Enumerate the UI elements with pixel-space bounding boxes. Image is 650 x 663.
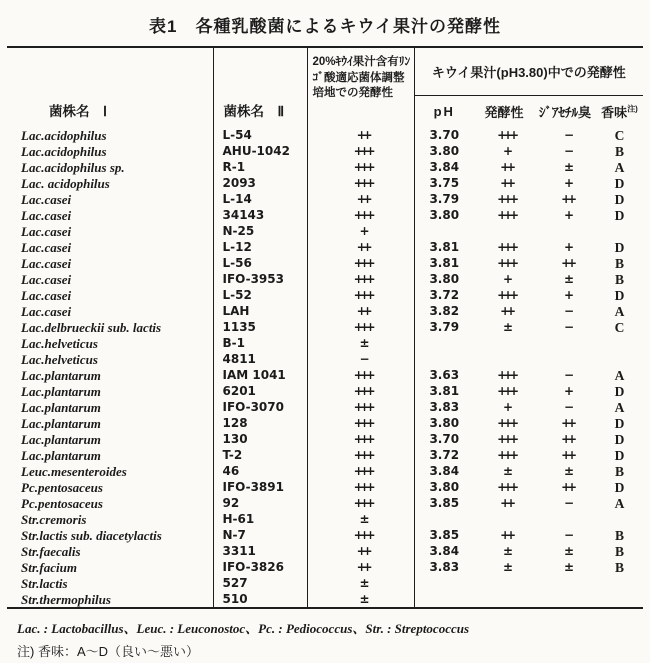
- medium-fermentability: ++: [307, 127, 414, 143]
- diacetyl-odor: ++: [561, 255, 574, 270]
- kiwi-fermentability: +++: [497, 367, 515, 382]
- table-row: [7, 335, 643, 351]
- ph-value: 3.85: [429, 527, 460, 542]
- strain-code: 510: [213, 591, 307, 608]
- table-row: [7, 255, 643, 271]
- medium-fermentability: ++: [307, 191, 414, 207]
- strain-name: Str.lactis: [7, 575, 213, 591]
- table-row: [7, 175, 643, 191]
- abbreviation-note: Lac. : Lactobacillus、Leuc. : Leuconostoc、Pc. : Pediococcus、Str. : Streptococcus: [17, 621, 470, 636]
- kiwi-fermentability: +: [503, 271, 510, 286]
- ph-value: 3.79: [429, 319, 460, 334]
- kiwi-fermentability: +++: [497, 191, 515, 206]
- diacetyl-odor: −: [564, 143, 571, 158]
- diacetyl-odor: ++: [561, 431, 574, 446]
- table-row: [7, 127, 643, 143]
- table-row: [7, 303, 643, 319]
- diacetyl-odor: −: [564, 399, 571, 414]
- strain-code: IAM 1041: [213, 367, 307, 383]
- strain-code: 3311: [213, 543, 307, 559]
- kiwi-fermentability: [474, 591, 534, 608]
- ph-value: 3.70: [429, 431, 460, 446]
- kiwi-fermentability: ++: [500, 495, 513, 510]
- kiwi-fermentability: [474, 351, 534, 367]
- medium-fermentability: ±: [307, 511, 414, 527]
- diacetyl-odor: ++: [561, 447, 574, 462]
- kiwi-fermentability: +++: [497, 207, 515, 222]
- strain-code: R-1: [213, 159, 307, 175]
- kiwi-fermentability: [474, 223, 534, 239]
- medium-fermentability: +++: [307, 271, 414, 287]
- diacetyl-odor: ±: [564, 543, 571, 558]
- flavor-grade: C: [614, 319, 625, 335]
- medium-fermentability: +++: [307, 415, 414, 431]
- strain-code: AHU-1042: [213, 143, 307, 159]
- diacetyl-odor: −: [564, 527, 571, 542]
- table-row: [7, 383, 643, 399]
- diacetyl-odor: −: [564, 367, 571, 382]
- ph-value: 3.81: [429, 255, 460, 270]
- strain-name: Lac.casei: [7, 239, 213, 255]
- medium-fermentability: +++: [307, 463, 414, 479]
- diacetyl-odor: ±: [564, 159, 571, 174]
- medium-fermentability: +++: [307, 143, 414, 159]
- medium-fermentability: +: [307, 223, 414, 239]
- flavor-scale-note: 注) 香味：A～D（良い～悪い）: [17, 644, 200, 659]
- diacetyl-odor: [534, 591, 596, 608]
- table-row: [7, 431, 643, 447]
- ph-value: 3.84: [429, 543, 460, 558]
- flavor-grade: A: [614, 303, 625, 319]
- strain-code: 130: [213, 431, 307, 447]
- table-row: [7, 223, 643, 239]
- strain-name: Lac.casei: [7, 287, 213, 303]
- kiwi-fermentability: ±: [503, 463, 510, 478]
- diacetyl-odor: [534, 335, 596, 351]
- strain-code: T-2: [213, 447, 307, 463]
- column-header-strain-name-2: 菌株名 Ⅱ: [213, 47, 307, 127]
- strain-code: 1135: [213, 319, 307, 335]
- flavor-grade: [596, 351, 643, 367]
- flavor-grade: [596, 335, 643, 351]
- medium-fermentability: +++: [307, 383, 414, 399]
- strain-code: 527: [213, 575, 307, 591]
- strain-code: N-25: [213, 223, 307, 239]
- strain-name: Lac.acidophilus sp.: [7, 159, 213, 175]
- medium-fermentability: −: [307, 351, 414, 367]
- ph-value: 3.84: [429, 159, 460, 174]
- diacetyl-odor: +: [564, 287, 571, 302]
- medium-fermentability: ++: [307, 559, 414, 575]
- flavor-grade: A: [614, 495, 625, 511]
- table-row: [7, 591, 643, 608]
- diacetyl-odor: −: [564, 319, 571, 334]
- flavor-grade: B: [615, 543, 625, 559]
- strain-name: Lac.delbrueckii sub. lactis: [7, 319, 213, 335]
- ph-value: 3.80: [429, 143, 460, 158]
- medium-fermentability: ±: [307, 335, 414, 351]
- ph-value: 3.83: [429, 559, 460, 574]
- flavor-grade: B: [615, 527, 625, 543]
- diacetyl-odor: [534, 223, 596, 239]
- flavor-grade: D: [614, 383, 625, 399]
- medium-fermentability: +++: [307, 175, 414, 191]
- table-title: 表1 各種乳酸菌によるキウイ果汁の発酵性: [149, 17, 501, 36]
- ph-value: 3.82: [429, 303, 460, 318]
- strain-code: IFO-3070: [213, 399, 307, 415]
- diacetyl-odor: +: [564, 239, 571, 254]
- flavor-grade: B: [615, 143, 625, 159]
- strain-code: IFO-3826: [213, 559, 307, 575]
- strain-code: 128: [213, 415, 307, 431]
- ph-value: 3.75: [429, 175, 460, 190]
- ph-value: 3.85: [429, 495, 460, 510]
- strain-name: Lac.plantarum: [7, 383, 213, 399]
- diacetyl-odor: ±: [564, 559, 571, 574]
- kiwi-fermentability: ±: [503, 559, 510, 574]
- strain-name: Lac.helveticus: [7, 335, 213, 351]
- strain-name: Str.cremoris: [7, 511, 213, 527]
- kiwi-fermentability: ++: [500, 175, 513, 190]
- kiwi-fermentability: ++: [500, 527, 513, 542]
- flavor-grade: [596, 575, 643, 591]
- kiwi-fermentability: +++: [497, 239, 515, 254]
- strain-code: L-12: [213, 239, 307, 255]
- kiwi-fermentability: +++: [497, 479, 515, 494]
- table-row: [7, 559, 643, 575]
- fermentation-table: [7, 46, 643, 609]
- strain-name: Lac.plantarum: [7, 447, 213, 463]
- strain-code: H-61: [213, 511, 307, 527]
- strain-name: Lac.plantarum: [7, 431, 213, 447]
- kiwi-fermentability: [474, 575, 534, 591]
- strain-name: Lac.plantarum: [7, 415, 213, 431]
- diacetyl-odor: ++: [561, 415, 574, 430]
- ph-value: [414, 223, 474, 239]
- ph-value: [414, 575, 474, 591]
- flavor-header-label: 香味: [601, 105, 628, 120]
- strain-name: Lac.casei: [7, 303, 213, 319]
- diacetyl-odor: +: [564, 383, 571, 398]
- flavor-grade: D: [614, 175, 625, 191]
- flavor-grade: B: [615, 559, 625, 575]
- strain-code: L-54: [213, 127, 307, 143]
- medium-fermentability: +++: [307, 319, 414, 335]
- flavor-grade: A: [614, 399, 625, 415]
- diacetyl-odor: −: [564, 127, 571, 142]
- table-row: [7, 543, 643, 559]
- table-row: [7, 575, 643, 591]
- kiwi-fermentability: [474, 511, 534, 527]
- table-row: [7, 527, 643, 543]
- medium-fermentability: ++: [307, 239, 414, 255]
- strain-code: 46: [213, 463, 307, 479]
- medium-fermentability: +++: [307, 255, 414, 271]
- kiwi-fermentability: +++: [497, 287, 515, 302]
- table-row: [7, 495, 643, 511]
- table-body: [7, 127, 643, 608]
- ph-value: 3.72: [429, 447, 460, 462]
- kiwi-fermentability: ++: [500, 159, 513, 174]
- ph-value: 3.80: [429, 415, 460, 430]
- strain-name: Lac.casei: [7, 223, 213, 239]
- medium-fermentability: +++: [307, 207, 414, 223]
- table-row: [7, 367, 643, 383]
- flavor-grade: B: [615, 255, 625, 271]
- table-header: [7, 47, 643, 127]
- ph-value: 3.80: [429, 271, 460, 286]
- ph-value: [414, 511, 474, 527]
- strain-name: Str.facium: [7, 559, 213, 575]
- column-header-medium-fermentability: 20%ｷｳｲ果汁含有ﾘﾝｺﾞ酸適応菌体調整培地での発酵性: [307, 47, 414, 127]
- kiwi-fermentability: +: [503, 143, 510, 158]
- strain-name: Lac.acidophilus: [7, 143, 213, 159]
- kiwi-fermentability: +: [503, 399, 510, 414]
- strain-code: IFO-3953: [213, 271, 307, 287]
- strain-name: Lac. acidophilus: [7, 175, 213, 191]
- diacetyl-odor: +: [564, 175, 571, 190]
- table-row: [7, 239, 643, 255]
- diacetyl-odor: [534, 575, 596, 591]
- medium-fermentability: ++: [307, 303, 414, 319]
- column-header-diacetyl-odor: ｼﾞｱｾﾁﾙ臭: [538, 105, 591, 120]
- footnotes: [17, 618, 643, 660]
- strain-code: N-7: [213, 527, 307, 543]
- diacetyl-odor: −: [564, 495, 571, 510]
- ph-value: 3.81: [429, 383, 460, 398]
- table-row: [7, 159, 643, 175]
- column-header-flavor: [596, 96, 643, 128]
- diacetyl-odor: ++: [561, 479, 574, 494]
- flavor-grade: D: [614, 191, 625, 207]
- ph-value: 3.80: [429, 479, 460, 494]
- ph-value: 3.83: [429, 399, 460, 414]
- medium-fermentability: +++: [307, 447, 414, 463]
- diacetyl-odor: ±: [564, 271, 571, 286]
- ph-value: 3.70: [429, 127, 460, 142]
- table-row: [7, 319, 643, 335]
- flavor-grade: B: [615, 271, 625, 287]
- column-header-fermentability: 発酵性: [484, 105, 524, 120]
- strain-name: Lac.acidophilus: [7, 127, 213, 143]
- medium-fermentability: +++: [307, 527, 414, 543]
- strain-name: Pc.pentosaceus: [7, 479, 213, 495]
- flavor-grade: C: [614, 127, 625, 143]
- medium-fermentability: +++: [307, 287, 414, 303]
- column-header-strain-name-1: 菌株名 Ⅰ: [7, 47, 213, 127]
- flavor-grade: [596, 511, 643, 527]
- flavor-grade: D: [614, 207, 625, 223]
- diacetyl-odor: ++: [561, 191, 574, 206]
- medium-fermentability: ++: [307, 543, 414, 559]
- diacetyl-odor: −: [564, 303, 571, 318]
- flavor-grade: D: [614, 415, 625, 431]
- diacetyl-odor: [534, 351, 596, 367]
- kiwi-fermentability: +++: [497, 255, 515, 270]
- ph-value: 3.63: [429, 367, 460, 382]
- flavor-grade: A: [614, 159, 625, 175]
- strain-name: Lac.helveticus: [7, 351, 213, 367]
- flavor-grade: B: [615, 463, 625, 479]
- table-row: [7, 191, 643, 207]
- medium-fermentability: +++: [307, 159, 414, 175]
- strain-code: 4811: [213, 351, 307, 367]
- medium-fermentability: +++: [307, 495, 414, 511]
- kiwi-fermentability: ±: [503, 543, 510, 558]
- strain-code: 34143: [213, 207, 307, 223]
- flavor-grade: [596, 591, 643, 608]
- column-header-ph: pH: [433, 104, 455, 119]
- strain-code: B-1: [213, 335, 307, 351]
- medium-fermentability: +++: [307, 431, 414, 447]
- strain-code: L-56: [213, 255, 307, 271]
- kiwi-fermentability: +++: [497, 447, 515, 462]
- strain-code: 6201: [213, 383, 307, 399]
- table-row: [7, 415, 643, 431]
- flavor-grade: D: [614, 239, 625, 255]
- ph-value: 3.72: [429, 287, 460, 302]
- kiwi-fermentability: +++: [497, 127, 515, 142]
- medium-fermentability: ±: [307, 575, 414, 591]
- strain-name: Lac.casei: [7, 191, 213, 207]
- flavor-grade: A: [614, 367, 625, 383]
- column-header-kiwi-juice-group: キウイ果汁(pH3.80)中での発酵性: [414, 47, 643, 96]
- table-row: [7, 447, 643, 463]
- table-row: [7, 143, 643, 159]
- strain-code: L-52: [213, 287, 307, 303]
- diacetyl-odor: +: [564, 207, 571, 222]
- ph-value: [414, 591, 474, 608]
- strain-name: Str.faecalis: [7, 543, 213, 559]
- table-row: [7, 399, 643, 415]
- medium-fermentability: +++: [307, 367, 414, 383]
- strain-name: Pc.pentosaceus: [7, 495, 213, 511]
- strain-name: Lac.casei: [7, 271, 213, 287]
- kiwi-fermentability: [474, 335, 534, 351]
- strain-code: IFO-3891: [213, 479, 307, 495]
- medium-fermentability: +++: [307, 479, 414, 495]
- strain-code: 92: [213, 495, 307, 511]
- kiwi-fermentability: ++: [500, 303, 513, 318]
- flavor-note-marker: 注): [627, 104, 638, 114]
- ph-value: 3.81: [429, 239, 460, 254]
- kiwi-fermentability: ±: [503, 319, 510, 334]
- kiwi-fermentability: +++: [497, 383, 515, 398]
- table-row: [7, 463, 643, 479]
- ph-value: [414, 335, 474, 351]
- strain-name: Str.lactis sub. diacetylactis: [7, 527, 213, 543]
- table-row: [7, 287, 643, 303]
- table-row: [7, 271, 643, 287]
- ph-value: 3.80: [429, 207, 460, 222]
- flavor-grade: [596, 223, 643, 239]
- strain-name: Lac.plantarum: [7, 399, 213, 415]
- table-row: [7, 207, 643, 223]
- strain-code: L-14: [213, 191, 307, 207]
- strain-name: Lac.casei: [7, 207, 213, 223]
- table-row: [7, 479, 643, 495]
- kiwi-fermentability: +++: [497, 415, 515, 430]
- ph-value: 3.79: [429, 191, 460, 206]
- flavor-grade: D: [614, 431, 625, 447]
- table-row: [7, 511, 643, 527]
- strain-name: Lac.plantarum: [7, 367, 213, 383]
- strain-code: LAH: [213, 303, 307, 319]
- flavor-grade: D: [614, 479, 625, 495]
- diacetyl-odor: [534, 511, 596, 527]
- strain-name: Str.thermophilus: [7, 591, 213, 608]
- strain-name: Lac.casei: [7, 255, 213, 271]
- diacetyl-odor: ±: [564, 463, 571, 478]
- strain-name: Leuc.mesenteroides: [7, 463, 213, 479]
- flavor-grade: D: [614, 447, 625, 463]
- ph-value: [414, 351, 474, 367]
- table-row: [7, 351, 643, 367]
- kiwi-fermentability: +++: [497, 431, 515, 446]
- strain-code: 2093: [213, 175, 307, 191]
- ph-value: 3.84: [429, 463, 460, 478]
- medium-fermentability: ±: [307, 591, 414, 608]
- medium-fermentability: +++: [307, 399, 414, 415]
- flavor-grade: D: [614, 287, 625, 303]
